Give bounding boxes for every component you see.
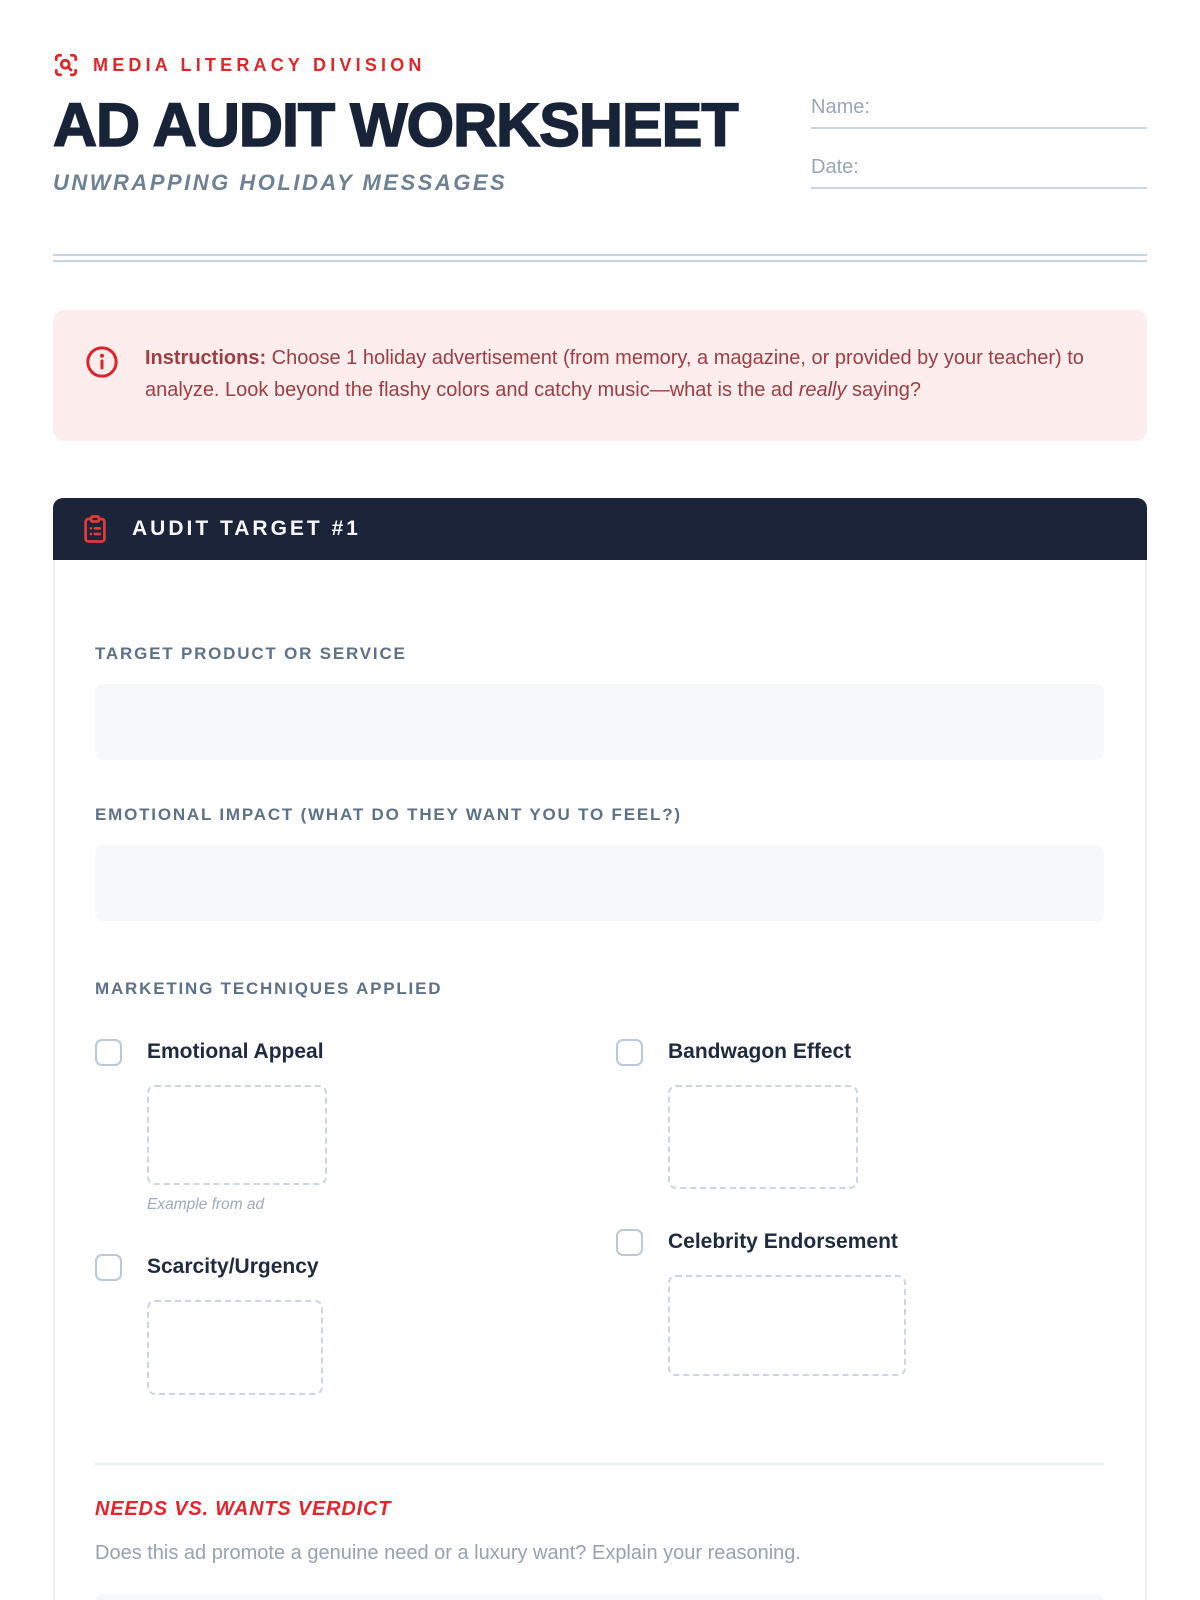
info-circle-icon xyxy=(85,345,119,379)
technique-row xyxy=(95,1039,616,1066)
product-input[interactable] xyxy=(95,684,1104,760)
technique-label: Bandwagon Effect xyxy=(668,1040,852,1064)
example-input-celebrity-endorsement[interactable] xyxy=(668,1275,906,1376)
example-input-emotional-appeal[interactable] xyxy=(147,1085,327,1185)
checkbox-bandwagon-effect[interactable] xyxy=(616,1039,643,1066)
scan-search-icon xyxy=(53,52,79,78)
instructions-emphasis: really xyxy=(798,379,847,402)
emotion-input[interactable] xyxy=(95,845,1104,921)
verdict-prompt: Does this ad promote a genuine need or a luxury want? Explain your reasoning. xyxy=(95,1541,801,1564)
techniques-right-column xyxy=(616,999,1104,1395)
technique-label: Emotional Appeal xyxy=(147,1040,324,1064)
instructions-label: Instructions: xyxy=(145,347,267,369)
page-title: AD AUDIT WORKSHEET xyxy=(53,91,738,159)
verdict-title: NEEDS VS. WANTS VERDICT xyxy=(95,1497,392,1520)
page-subtitle: UNWRAPPING HOLIDAY MESSAGES xyxy=(53,170,508,195)
technique-label: Scarcity/Urgency xyxy=(147,1255,319,1279)
instructions-text xyxy=(145,342,1105,407)
technique-label: Celebrity Endorsement xyxy=(668,1230,898,1254)
instructions-body: Choose 1 holiday advertisement (from memory, a magazine, or provided by your teacher) to analyze. Look beyond the flashy colors and catchy music—what is the ad xyxy=(145,347,1084,402)
id-fields xyxy=(811,96,1147,216)
technique-row xyxy=(95,1254,616,1281)
technique-row xyxy=(616,1039,1104,1066)
techniques-heading: MARKETING TECHNIQUES APPLIED xyxy=(95,978,443,998)
checkbox-scarcity-urgency[interactable] xyxy=(95,1254,122,1281)
header-divider xyxy=(53,254,1147,262)
checkbox-emotional-appeal[interactable] xyxy=(95,1039,122,1066)
technique-scarcity-urgency xyxy=(95,1254,616,1395)
section-title: AUDIT TARGET #1 xyxy=(132,516,361,540)
product-field-group xyxy=(95,644,1104,760)
techniques-grid xyxy=(95,999,1104,1395)
technique-bandwagon-effect xyxy=(616,1039,1104,1189)
brand-row xyxy=(53,52,738,78)
example-input-bandwagon-effect[interactable] xyxy=(668,1085,858,1189)
instructions-tail: saying? xyxy=(846,379,921,402)
example-input-scarcity-urgency[interactable] xyxy=(147,1300,323,1395)
emotion-field-group xyxy=(95,805,1104,921)
audit-target-1-header xyxy=(53,498,1147,560)
product-field-label: TARGET PRODUCT OR SERVICE xyxy=(95,643,407,663)
audit-target-1-body xyxy=(53,560,1147,1600)
name-input[interactable] xyxy=(811,96,1147,129)
date-label: Date: xyxy=(811,156,859,178)
name-label: Name: xyxy=(811,96,870,118)
date-input[interactable] xyxy=(811,156,1147,189)
instructions-callout xyxy=(53,310,1147,441)
checkbox-celebrity-endorsement[interactable] xyxy=(616,1229,643,1256)
brand-name: MEDIA LITERACY DIVISION xyxy=(93,54,426,75)
technique-row xyxy=(616,1229,1104,1256)
verdict-input[interactable] xyxy=(95,1594,1104,1600)
clipboard-list-icon xyxy=(80,514,110,544)
example-caption: Example from ad xyxy=(147,1195,265,1213)
verdict-divider xyxy=(95,1463,1104,1465)
header xyxy=(53,52,1147,216)
techniques-left-column xyxy=(95,999,616,1395)
header-titles xyxy=(53,52,738,196)
emotion-field-label: EMOTIONAL IMPACT (WHAT DO THEY WANT YOU TO FEEL?) xyxy=(95,804,682,824)
technique-emotional-appeal xyxy=(95,1039,616,1214)
technique-celebrity-endorsement xyxy=(616,1229,1104,1376)
